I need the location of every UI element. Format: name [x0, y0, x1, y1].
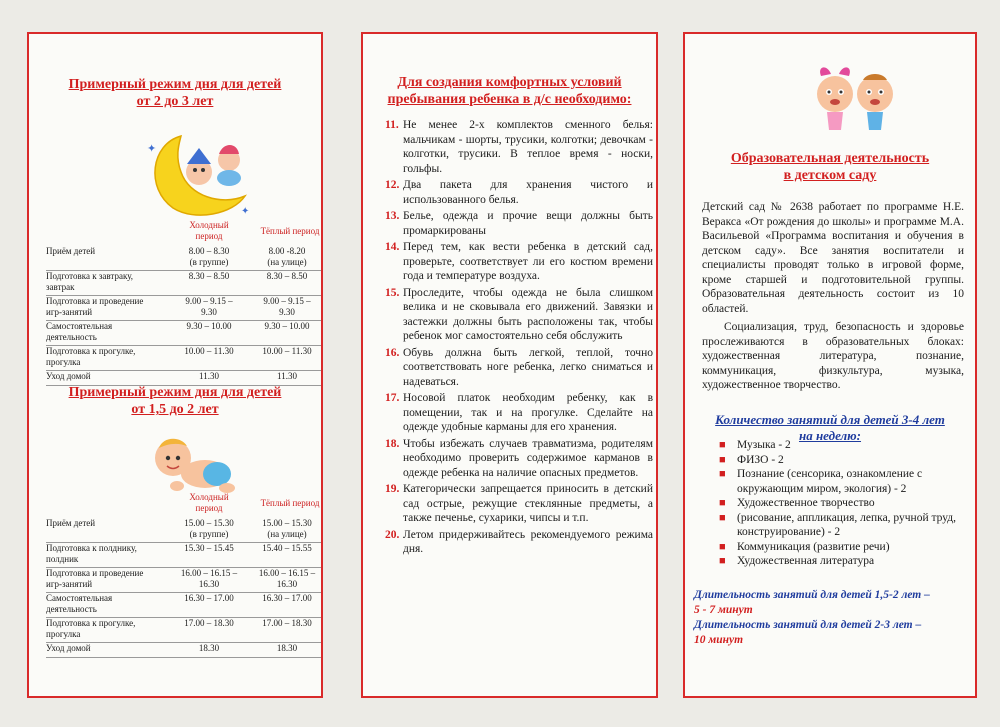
warm-period-value: 15.40 – 15.55	[262, 543, 312, 553]
list-item	[719, 554, 959, 569]
list-item	[385, 528, 653, 557]
col-warm-header: Тёплый период	[260, 226, 320, 236]
twin-babies-illustration	[803, 64, 907, 140]
cold-period-value: 10.00 – 11.30	[184, 346, 234, 356]
item-text: Два пакета для хранения чистого и использованного белья.	[403, 179, 653, 206]
item-text: Музыка - 2	[737, 439, 791, 451]
item-number: 19.	[385, 483, 400, 495]
list-item	[385, 482, 653, 526]
lessons-count-title: Количество занятий для детей 3-4 лет на неделю:	[715, 412, 945, 443]
table-header	[46, 490, 323, 518]
cold-period-value: 15.00 – 15.30 (в группе)	[184, 518, 234, 539]
duration-value-1-5-2: 5 - 7 минут	[694, 604, 753, 616]
table-row	[46, 296, 323, 321]
warm-period-value: 9.00 – 9.15 – 9.30	[263, 296, 311, 317]
list-item	[719, 511, 959, 540]
item-text: (рисование, аппликация, лепка, ручной труд, конструирование) - 2	[737, 511, 956, 538]
warm-period-value: 15.00 – 15.30 (на улице)	[262, 518, 312, 539]
cold-period-value: 15.30 – 15.45	[184, 543, 234, 553]
row-label: Уход домой	[46, 371, 91, 381]
item-text: Чтобы избежать случаев травматизма, родителям необходимо проверить содержимое карманов в одежде ребенка на наличие опасных предметов.	[403, 437, 653, 479]
duration-info	[694, 588, 974, 648]
item-text: Летом придерживайтесь рекомендуемого режима дня.	[403, 528, 653, 555]
item-text: Носовой платок необходим ребенку, как в помещении, так и на прогулке. Сделайте на одежде удобные карманы для его хранения.	[403, 392, 653, 433]
list-item	[385, 178, 653, 207]
row-label: Подготовка к прогулке, прогулка	[46, 346, 136, 367]
cold-period-value: 9.30 – 10.00	[186, 321, 232, 331]
item-number: 20.	[385, 528, 400, 541]
list-item	[719, 453, 959, 468]
cold-period-value: 17.00 – 18.30	[184, 618, 234, 628]
warm-period-value: 16.00 – 16.15 – 16.30	[258, 568, 316, 589]
warm-period-value: 18.30	[276, 643, 298, 653]
col-cold-header: Холодный период	[189, 492, 229, 513]
item-number: 11.	[385, 119, 399, 131]
list-item	[719, 467, 959, 496]
schedule-table-2-3	[46, 218, 323, 386]
areas-paragraph: Социализация, труд, безопасность и здоровье прослеживаются в образовательных блоках: художественная литература, познание, коммуникация, физкультура, музыка, художественное творчество.	[702, 321, 964, 391]
warm-period-value: 9.30 – 10.00	[264, 321, 310, 331]
cold-period-value: 16.30 – 17.00	[184, 593, 234, 603]
education-title: Образовательная деятельность в детском саду	[730, 151, 930, 183]
row-label: Подготовка к прогулке, прогулка	[46, 618, 136, 639]
schedule-table-1-5-2	[46, 490, 323, 658]
item-number: 13.	[385, 210, 400, 222]
item-text: Художественная литература	[737, 555, 875, 567]
cold-period-value: 18.30	[198, 643, 220, 653]
row-label: Подготовка и проведение игр-занятий	[46, 296, 144, 317]
item-number: 14.	[385, 241, 400, 253]
item-number: 15.	[385, 286, 400, 299]
warm-period-value: 16.30 – 17.00	[262, 593, 312, 603]
bullet-icon: ■	[719, 468, 726, 480]
list-item	[719, 438, 959, 453]
list-item	[385, 118, 653, 176]
col-cold-header: Холодный период	[189, 220, 229, 241]
item-number: 18.	[385, 437, 400, 450]
table-row	[46, 518, 323, 543]
table-row	[46, 321, 323, 346]
list-item	[385, 391, 653, 435]
table-row	[46, 568, 323, 593]
cold-period-value: 16.00 – 16.15 – 16.30	[180, 568, 238, 589]
recommendations-panel	[361, 32, 658, 698]
list-item	[719, 540, 959, 555]
recommendations-title: Для создания комфортных условий пребывания ребенка в д/с необходимо:	[387, 75, 632, 107]
list-item	[719, 496, 959, 511]
bullet-icon: ■	[719, 540, 726, 553]
warm-period-value: 11.30	[277, 371, 297, 381]
table-row	[46, 543, 323, 568]
svg-text:✦: ✦	[241, 206, 250, 217]
row-label: Подготовка к завтраку, завтрак	[46, 271, 134, 292]
item-text: Перед тем, как вести ребенка в детский сад, проверьте, соответствует ли его костюм времени года и температуре воздуха.	[403, 241, 653, 282]
item-text: Белье, одежда и прочие вещи должны быть промаркированы	[403, 210, 653, 237]
table-row	[46, 593, 323, 618]
row-label: Самостоятельная деятельность	[46, 593, 113, 614]
education-panel	[683, 32, 977, 698]
table-row	[46, 271, 323, 296]
item-text: ФИЗО - 2	[737, 453, 784, 466]
program-paragraph: Детский сад № 2638 работает по программе Н.Е. Веракса «От рождения до школы» и программе М.А. Васильевой «Программа воспитания и обучения в детском саду». Все занятия воспитатели и специалисты проводят только в игровой форме, кроме старшей и подготовительной группы. Образовательная деятельность состоит из 10 областей.	[702, 201, 964, 315]
bullet-icon: ■	[719, 439, 726, 451]
row-label: Подготовка и проведение игр-занятий	[46, 568, 144, 589]
duration-label-1-5-2: Длительность занятий для детей 1,5-2 лет –	[694, 589, 930, 601]
list-item	[385, 240, 653, 284]
cold-period-value: 9.00 – 9.15 – 9.30	[185, 296, 233, 317]
list-item	[385, 286, 653, 344]
table-row	[46, 618, 323, 643]
duration-value-2-3: 10 минут	[694, 634, 744, 646]
bullet-icon: ■	[719, 555, 726, 567]
item-text: Проследите, чтобы одежда не была слишком велика и не сковывала его движений. Завязки и застежки должны быть расположены так, чтобы ребенок мог самостоятельно себя обслужить	[403, 286, 653, 342]
recommendations-list	[385, 118, 653, 559]
cold-period-value: 8.30 – 8.50	[188, 271, 230, 281]
row-label: Приём детей	[46, 246, 96, 256]
row-label: Самостоятельная деятельность	[46, 321, 113, 342]
item-text: Не менее 2-х комплектов сменного белья: мальчикам - шорты, трусики, колготки; девочкам - колготки, трусики. В теплое время - носки, гольфы.	[403, 119, 653, 175]
item-number: 17.	[385, 392, 400, 404]
row-label: Приём детей	[46, 518, 96, 528]
schedule-panel	[27, 32, 323, 698]
list-item	[385, 437, 653, 481]
schedule-title-1-5-2: Примерный режим дня для детей от 1,5 до 2 лет	[68, 385, 282, 417]
item-text: Познание (сенсорика, ознакомление с окружающим миром, экология) - 2	[737, 468, 923, 495]
row-label: Уход домой	[46, 643, 91, 653]
table-row	[46, 346, 323, 371]
list-item	[385, 346, 653, 390]
item-text: Коммуникация (развитие речи)	[737, 540, 890, 553]
svg-text:✦: ✦	[147, 143, 157, 155]
bullet-icon: ■	[719, 497, 726, 509]
bullet-icon: ■	[719, 453, 726, 466]
table-row	[46, 246, 323, 271]
warm-period-value: 10.00 – 11.30	[262, 346, 312, 356]
list-item	[385, 209, 653, 238]
duration-label-2-3: Длительность занятий для детей 2-3 лет –	[694, 619, 922, 631]
table-header	[46, 218, 323, 246]
warm-period-value: 17.00 – 18.30	[262, 618, 312, 628]
bullet-icon: ■	[719, 511, 726, 524]
item-number: 12.	[385, 179, 400, 191]
item-text: Обувь должна быть легкой, теплой, точно соответствовать ноге ребенка, легко сниматься и надеваться.	[403, 346, 653, 388]
table-row	[46, 643, 323, 658]
cold-period-value: 11.30	[199, 371, 219, 381]
warm-period-value: 8.30 – 8.50	[266, 271, 308, 281]
warm-period-value: 8.00 -8.20 (на улице)	[267, 246, 307, 267]
item-number: 16.	[385, 346, 400, 359]
item-text: Категорически запрещается приносить в детский сад острые, режущие стеклянные предметы, а также печенье, сухарики, чипсы и т.п.	[403, 483, 653, 524]
schedule-title-2-3: Примерный режим дня для детей от 2 до 3 лет	[68, 77, 282, 109]
col-warm-header: Тёплый период	[260, 498, 320, 508]
crawling-baby-illustration	[147, 434, 243, 496]
moon-babies-illustration	[141, 130, 261, 218]
cold-period-value: 8.00 – 8.30 (в группе)	[188, 246, 230, 267]
row-label: Подготовка к полднику, полдник	[46, 543, 137, 564]
item-text: Художественное творчество	[737, 497, 875, 509]
lessons-list	[719, 438, 959, 569]
